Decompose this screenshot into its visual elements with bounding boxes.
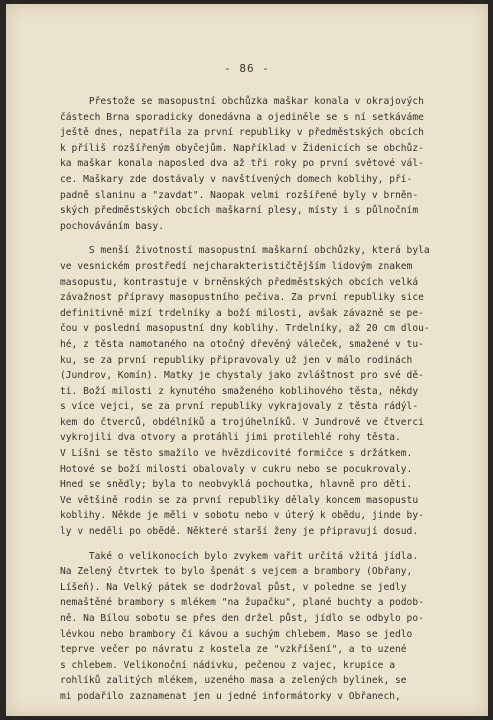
text-line: masopustu, kontrastuje v brněnských předměstských obcích velká (60, 276, 419, 288)
text-line: ně. Na Bílou sobotu se přes den držel půst, jídlo se odbylo po- (60, 613, 424, 624)
text-line: ti. Boží milosti z kynutého smaženého koblihového těsta, někdy (60, 385, 419, 397)
text-line: mi podařilo zaznamenat jen u jedné informátorky v Obřanech, (60, 690, 401, 702)
paragraph (60, 243, 480, 539)
text-line: s více vejci, se za první republiky vykrajovaly z těsta rádýl- (60, 401, 419, 413)
text-line: definitivně mizí trdelníky a boží milosti, avšak závazně se pe- (60, 307, 424, 319)
text-line: kem do čtverců, obdélníků a trojúhelníků. V Jundrově ve čtverci (60, 416, 424, 428)
text-line: s chlebem. Velikonoční nádivku, pečenou z vajec, krupice a (60, 659, 396, 671)
text-line: koblihy. Někde je měli v sobotu nebo v úterý k obědu, jinde by- (60, 510, 424, 522)
text-line: ve vesnickém prostředí nejcharakterističtějším lidovým znakem (60, 260, 413, 272)
text-line: ce. Maškary zde dostávaly v navštívených domech koblihy, pří- (60, 173, 413, 185)
text-line: Také o velikonocích bylo zvykem vařit určitá vžitá jídla. (60, 550, 419, 562)
paragraph (60, 549, 480, 705)
page-number: - 86 - (224, 62, 270, 75)
text-line: Hned se snědly; byla to neobvyklá pochoutka, hlavně pro děti. (60, 479, 413, 491)
text-line: hé, z těsta namotaného na otočný dřevěný váleček, smažené v tu- (60, 338, 424, 350)
text-line: částech Brna sporadicky donedávna a ojediněle se s ní setkáváme (60, 111, 424, 123)
text-line: vykrojili dva otvory a protáhli jimi protilehlé rohy těsta. (60, 432, 401, 444)
text-line: čou v poslední masopustní dny koblihy. Trdelníky, až 20 cm dlou- (60, 323, 430, 335)
text-line: (Jundrov, Komín). Matky je chystaly jako zvláštnost pro své dě- (60, 370, 424, 382)
text-line: lévkou nebo brambory či kávou a suchým chlebem. Maso se jedlo (60, 628, 413, 640)
text-line: rohlíků zalitých mlékem, uzeného masa a zelených bylinek, se (60, 675, 407, 687)
text-line: Přestože se masopustní obchůzka maškar konala v okrajových (60, 96, 424, 107)
text-line: ještě dnes, nepatřila za první republiky v předměstských obcích (60, 127, 424, 139)
text-line: V Líšni se těsto smažilo ve hvězdicovité formičce s držátkem. (60, 448, 413, 460)
text-line: Hotové se boží milosti obalovaly v cukru nebo se pocukrovaly. (60, 463, 413, 475)
text-line: Líšeň). Na Velký pátek se dodržoval půst, v poledne se jedly (60, 581, 407, 593)
document-body (60, 94, 480, 714)
text-line: Na Zelený čtvrtek to bylo špenát s vejcem a brambory (Obřany, (60, 566, 413, 578)
text-line: pochováváním basy. (60, 220, 164, 232)
text-line: ly v neděli po obědě. Některé starší ženy je připravují dosud. (60, 526, 419, 538)
document-page (6, 4, 488, 716)
text-line: padně slaninu a "zavdat". Naopak velmi rozšířené byly v brněn- (60, 189, 419, 201)
text-line: S menší životností masopustní maškarní obchůzky, která byla (60, 245, 430, 257)
text-line: k příliš rozšířeným obyčejům. Například v Židenicích se obchůz- (60, 142, 424, 154)
paragraph (60, 94, 480, 234)
text-line: teprve večer po návratu z kostela ze "vzkříšení", a to uzené (60, 644, 407, 656)
text-line: nemaštěné brambory s mlékem "na župačku", plané buchty a podob- (60, 597, 424, 609)
text-line: závažnost přípravy masopustního pečiva. Za první republiky sice (60, 292, 424, 304)
text-line: ka maškar konala naposled dva až tři roky po první světové vál- (60, 158, 424, 170)
text-line: ských předměstských obcích maškarní plesy, místy i s půlnočním (60, 205, 419, 217)
text-line: Ve většině rodin se za první republiky dělaly koncem masopustu (60, 494, 419, 506)
text-line: ku, se za první republiky připravovaly už jen v málo rodinách (60, 354, 413, 366)
